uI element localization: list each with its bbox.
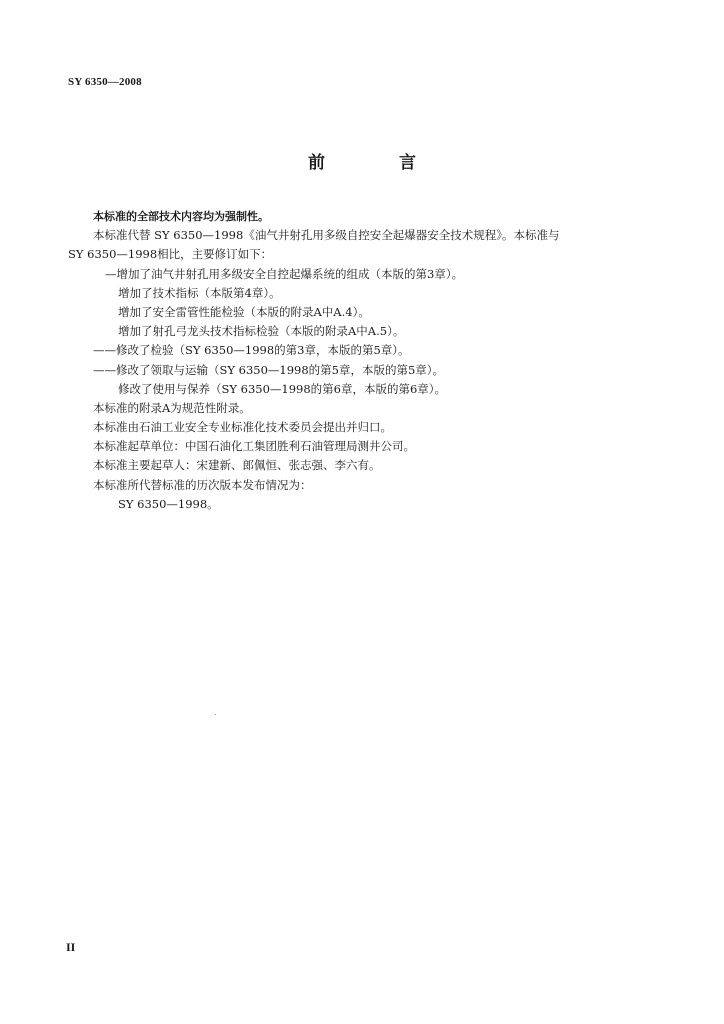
revision-item: ——修改了检验（SY 6350—1998的第3章，本版的第5章）。: [93, 343, 410, 358]
revision-item: ——修改了领取与运输（SY 6350—1998的第5章，本版的第5章）。: [93, 362, 445, 377]
mandatory-statement: 本标准的全部技术内容均为强制性。: [93, 210, 269, 223]
scan-speck: [215, 714, 216, 715]
replacement-statement-line-1: 本标准代替 SY 6350—1998《油气井射孔用多级自控安全起爆器安全技术规程》。本标准与: [93, 228, 560, 243]
foreword-body: [68, 207, 668, 514]
history-item: SY 6350—1998。: [118, 496, 219, 511]
page-title: 前 言: [308, 153, 450, 173]
revision-item: 增加了射孔弓龙头技术指标检验（本版的附录A中A.5）。: [118, 324, 405, 339]
revision-item: 修改了使用与保养（SY 6350—1998的第6章，本版的第6章）。: [118, 381, 447, 396]
proposer-statement: 本标准由石油工业安全专业标准化技术委员会提出并归口。: [93, 420, 392, 435]
standard-code: SY 6350—2008: [68, 76, 142, 88]
replacement-statement-line-2: SY 6350—1998相比，主要修订如下：: [68, 247, 273, 262]
page-number: II: [66, 940, 76, 954]
revision-item: 增加了安全雷管性能检验（本版的附录A中A.4）。: [118, 304, 370, 319]
drafting-unit-statement: 本标准起草单位：中国石油化工集团胜利石油管理局测井公司。: [93, 439, 415, 454]
drafters-statement: 本标准主要起草人：宋建新、郎佩恒、张志强、李六有。: [93, 458, 381, 473]
history-intro: 本标准所代替标准的历次版本发布情况为：: [93, 477, 312, 492]
revision-item: —增加了油气井射孔用多级安全自控起爆系统的组成（本版的第3章）。: [105, 266, 464, 281]
appendix-statement: 本标准的附录A为规范性附录。: [93, 400, 251, 415]
revision-item: 增加了技术指标（本版第4章）。: [118, 285, 281, 300]
